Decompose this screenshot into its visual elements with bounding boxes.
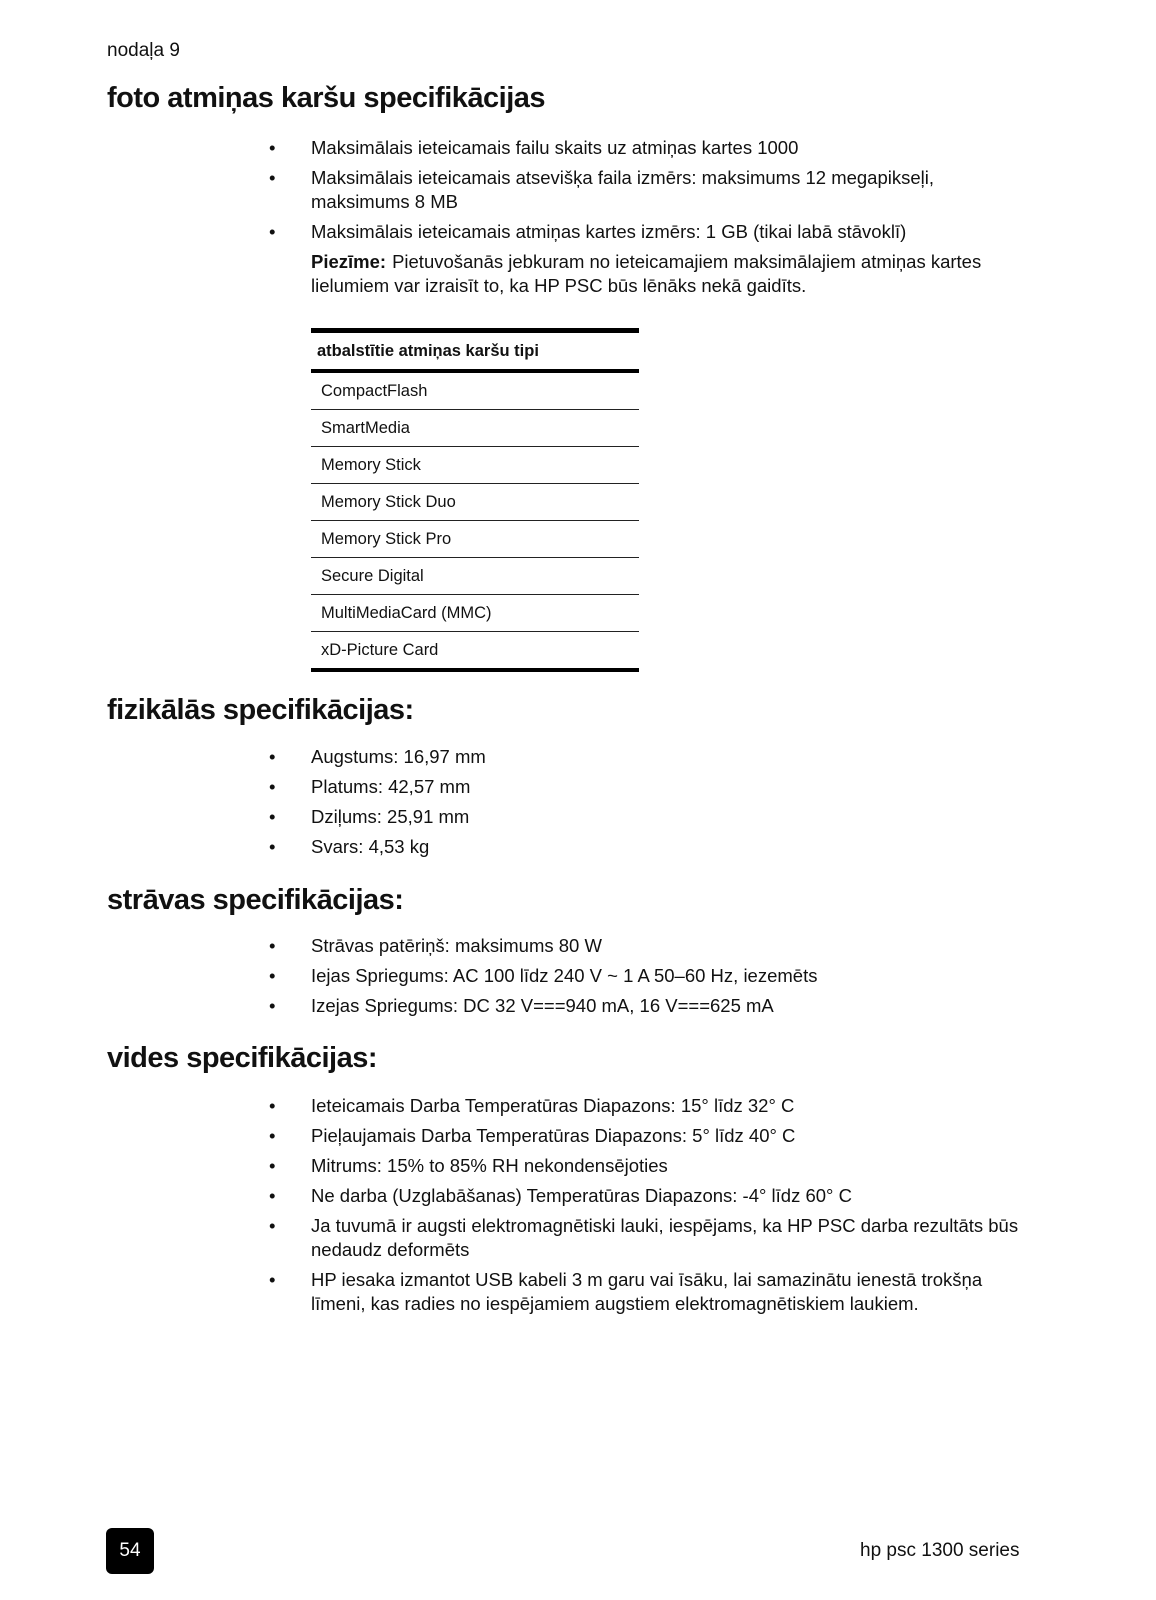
bullet-icon: • [269,1095,276,1116]
list-item: • Strāvas patēriņš: maksimums 80 W [269,935,602,956]
bullet-icon: • [269,1269,276,1290]
section-title-physical: fizikālās specifikācijas: [107,694,414,726]
bullet-icon: • [269,137,276,158]
power-bullet-list [265,934,1025,1024]
list-item: • Iejas Spriegums: AC 100 līdz 240 V ~ 1 A 50–60 Hz, iezemēts [269,965,818,986]
table-row: MultiMediaCard (MMC) [311,595,639,632]
bullet-icon: • [269,995,276,1016]
bullet-icon: • [269,1185,276,1206]
table-row: SmartMedia [311,410,639,447]
list-item: • Maksimālais ieteicamais atmiņas kartes izmērs: 1 GB (tikai labā stāvoklī) [269,221,907,242]
list-item: • Maksimālais ieteicamais atsevišķa faila izmērs: maksimums 12 megapikseļi, maksimums 8 MB [269,167,935,212]
table-header: atbalstītie atmiņas karšu tipi [311,331,639,372]
list-item: • Pieļaujamais Darba Temperatūras Diapazons: 5° līdz 40° C [269,1125,796,1146]
list-item: • Dziļums: 25,91 mm [269,806,470,827]
bullet-icon: • [269,836,276,857]
environment-bullet-list [265,1094,1025,1322]
list-item: • Ne darba (Uzglabāšanas) Temperatūras Diapazons: -4° līdz 60° C [269,1185,852,1206]
table-row: CompactFlash [311,371,639,410]
section-title-environment: vides specifikācijas: [107,1042,377,1074]
physical-bullet-list [265,745,1025,865]
note-label: Piezīme: [311,251,387,272]
bullet-icon: • [269,746,276,767]
list-item: • Svars: 4,53 kg [269,836,430,857]
list-item: • Platums: 42,57 mm [269,776,471,797]
memory-bullet-list [265,136,1025,250]
list-item: • Ja tuvumā ir augsti elektromagnētiski lauki, iespējams, ka HP PSC darba rezultāts būs nedaudz deformēts [269,1215,1019,1260]
list-item: • Izejas Spriegums: DC 32 V===940 mA, 16 V===625 mA [269,995,774,1016]
chapter-label: nodaļa 9 [107,40,180,61]
list-item: • Mitrums: 15% to 85% RH nekondensējoties [269,1155,668,1176]
list-item: • Augstums: 16,97 mm [269,746,486,767]
list-item: • HP iesaka izmantot USB kabeli 3 m garu vai īsāku, lai samazinātu ienestā trokšņa līmeni, kas radies no iespējamiem augstiem elektromagnētiskiem laukiem. [269,1269,983,1314]
table-row: xD-Picture Card [311,632,639,671]
section-title-memory: foto atmiņas karšu specifikācijas [107,82,546,114]
note-text: Pietuvošanās jebkuram no ieteicamajiem maksimālajiem atmiņas kartes lielumiem var izraisīt to, ka HP PSC būs lēnāks nekā gaidīts. [311,251,982,296]
bullet-icon: • [269,1215,276,1236]
product-name: hp psc 1300 series [860,1540,1020,1561]
page-number: 54 [106,1528,154,1574]
table-row: Memory Stick Pro [311,521,639,558]
table-row: Memory Stick [311,447,639,484]
bullet-icon: • [269,221,276,242]
list-item: • Ieteicamais Darba Temperatūras Diapazons: 15° līdz 32° C [269,1095,795,1116]
list-item: • Maksimālais ieteicamais failu skaits uz atmiņas kartes 1000 [269,137,799,158]
table-row: Secure Digital [311,558,639,595]
memory-card-table [311,328,639,672]
bullet-icon: • [269,965,276,986]
bullet-icon: • [269,1155,276,1176]
bullet-icon: • [269,167,276,188]
bullet-icon: • [269,935,276,956]
bullet-icon: • [269,1125,276,1146]
bullet-icon: • [269,776,276,797]
table-row: Memory Stick Duo [311,484,639,521]
section-title-power: strāvas specifikācijas: [107,884,404,916]
note [311,250,1023,298]
bullet-icon: • [269,806,276,827]
